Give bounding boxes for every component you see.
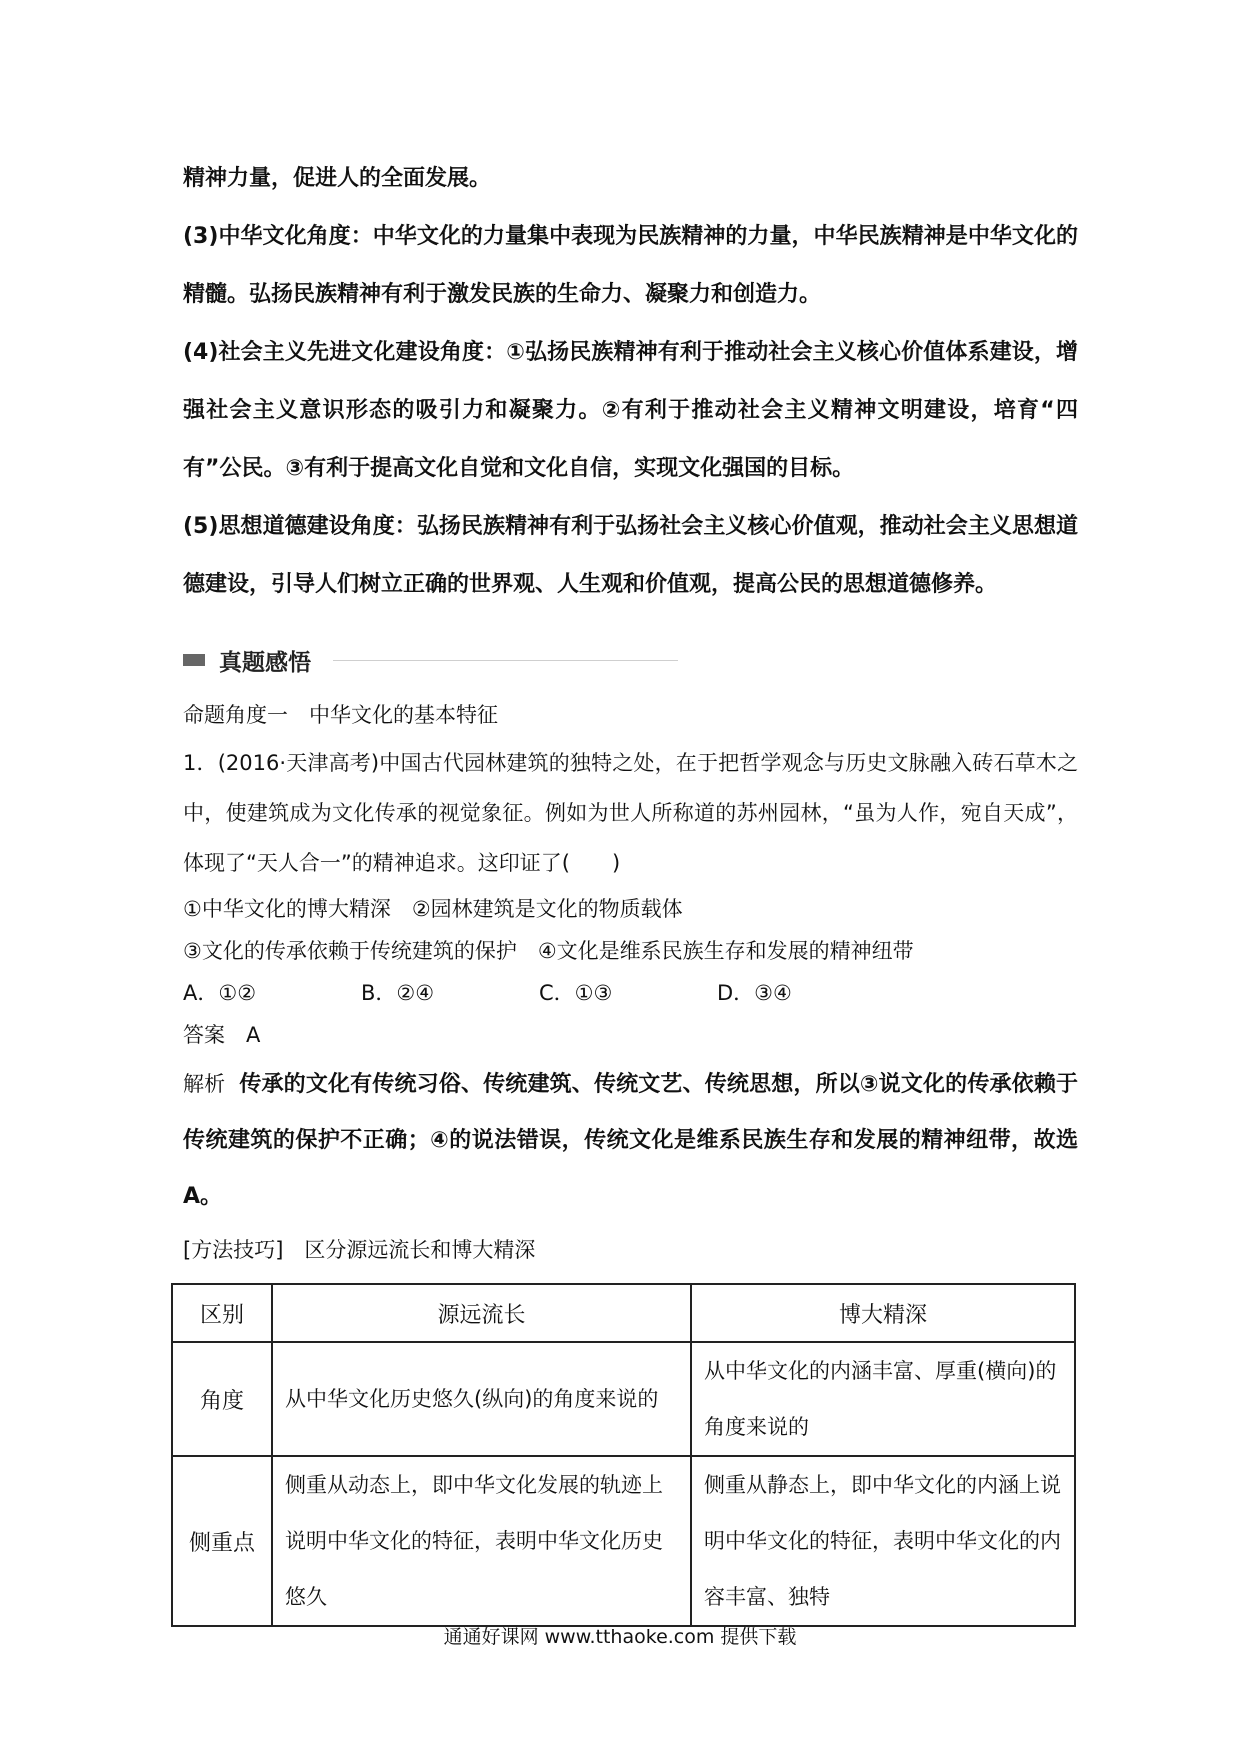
question-statements-line-2: ③文化的传承依赖于传统建筑的保护 ④文化是维系民族生存和发展的精神纽带	[183, 939, 914, 963]
paragraph-moral-angle: (5)思想道德建设角度：弘扬民族精神有利于弘扬社会主义核心价值观，推动社会主义思想道德建设，引导人们树立正确的世界观、人生观和价值观，提高公民的思想道德修养。	[183, 514, 1078, 597]
option-a: A．①②	[183, 981, 257, 1005]
table-row	[172, 1456, 1075, 1626]
section-divider	[333, 660, 678, 661]
paragraph-1: 精神力量，促进人的全面发展。	[183, 166, 492, 191]
analysis-text: 传承的文化有传统习俗、传统建筑、传统文艺、传统思想，所以③说文化的传承依赖于传统建筑的保护不正确；④的说法错误，传统文化是维系民族生存和发展的精神纽带，故选A。	[183, 1072, 1078, 1209]
option-d: D．③④	[717, 981, 792, 1005]
answer-line: 答案 A	[183, 1023, 261, 1047]
option-b: B．②④	[361, 981, 435, 1005]
table-header-cell: 源远流长	[272, 1284, 691, 1342]
question-angle: 命题角度一 中华文化的基本特征	[183, 703, 498, 727]
table-cell: 从中华文化的内涵丰富、厚重(横向)的角度来说的	[691, 1342, 1075, 1456]
question-statements-line-1: ①中华文化的博大精深 ②园林建筑是文化的物质载体	[183, 897, 683, 921]
paragraph-culture-angle: (3)中华文化角度：中华文化的力量集中表现为民族精神的力量，中华民族精神是中华文化的精髓。弘扬民族精神有利于激发民族的生命力、凝聚力和创造力。	[183, 224, 1078, 307]
option-c: C．①③	[539, 981, 613, 1005]
table-header-cell: 区别	[172, 1284, 272, 1342]
answer-options	[183, 972, 1078, 1014]
table-header-cell: 博大精深	[691, 1284, 1075, 1342]
table-cell: 从中华文化历史悠久(纵向)的角度来说的	[272, 1342, 691, 1456]
analysis-label: 解析	[183, 1072, 226, 1096]
method-tip: [方法技巧] 区分源远流长和博大精深	[183, 1238, 536, 1262]
table-row-key: 侧重点	[172, 1456, 272, 1626]
table-cell: 侧重从动态上，即中华文化发展的轨迹上说明中华文化的特征，表明中华文化历史悠久	[272, 1456, 691, 1626]
comparison-table	[171, 1283, 1076, 1627]
section-title: 真题感悟	[219, 649, 311, 676]
question-stem: 1．(2016·天津高考)中国古代园林建筑的独特之处，在于把哲学观念与历史文脉融入砖石草木之中，使建筑成为文化传承的视觉象征。例如为世人所称道的苏州园林，“虽为人作，宛自天成”，体现了“天人合一”的精神追求。这印证了( )	[183, 751, 1078, 875]
table-cell: 侧重从静态上，即中华文化的内涵上说明中华文化的特征，表明中华文化的内容丰富、独特	[691, 1456, 1075, 1626]
table-header-row	[172, 1284, 1075, 1342]
paragraph-socialist-culture-angle: (4)社会主义先进文化建设角度：①弘扬民族精神有利于推动社会主义核心价值体系建设，增强社会主义意识形态的吸引力和凝聚力。②有利于推动社会主义精神文明建设，培育“四有”公民。③有利于提高文化自觉和文化自信，实现文化强国的目标。	[183, 340, 1078, 481]
table-row	[172, 1342, 1075, 1456]
table-row-key: 角度	[172, 1342, 272, 1456]
page-footer: 通通好课网 www.tthaoke.com 提供下载	[443, 1626, 797, 1648]
section-header	[183, 640, 1078, 680]
section-square-icon	[183, 654, 205, 666]
analysis-block	[183, 1056, 1078, 1225]
document-page	[183, 150, 1078, 1627]
